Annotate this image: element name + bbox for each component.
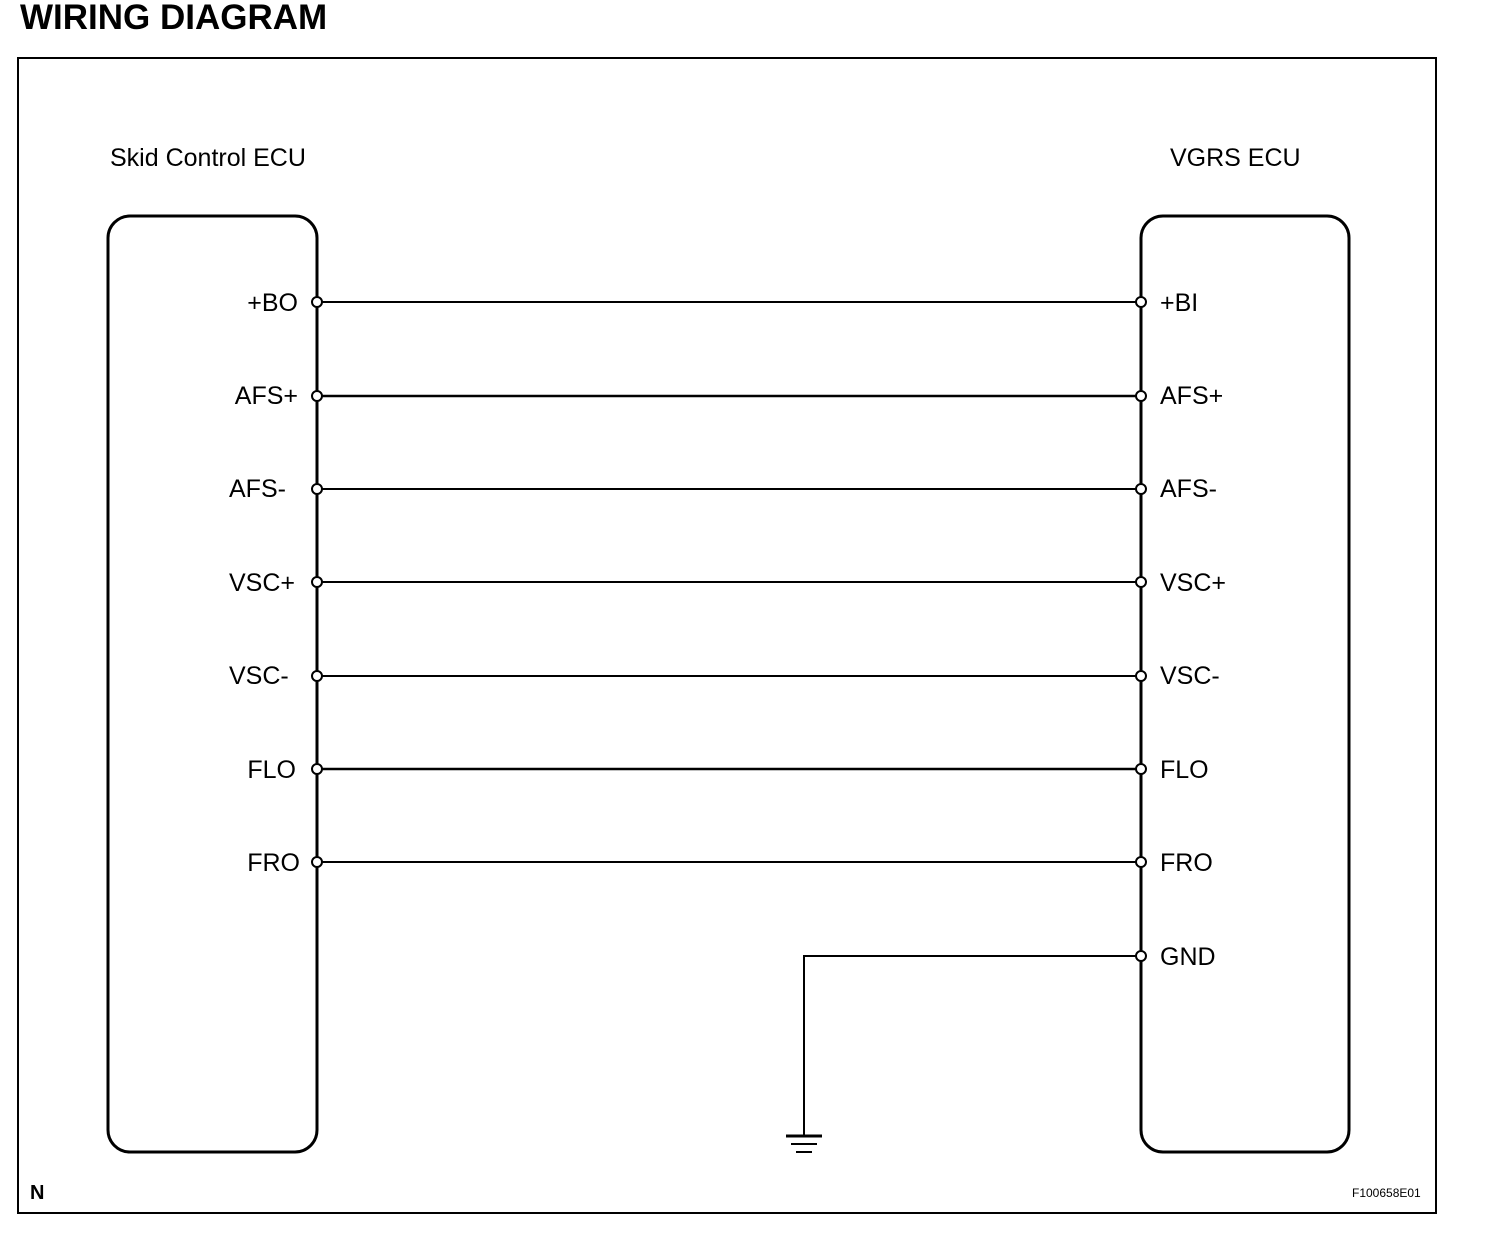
terminal-right-vsc-minus	[1136, 671, 1146, 681]
page-title: WIRING DIAGRAM	[20, 0, 328, 37]
terminal-left-vsc-minus	[312, 671, 322, 681]
ground-icon	[786, 1136, 822, 1152]
right-pin-label: VSC-	[1160, 662, 1220, 690]
left-pin-label: VSC-	[229, 662, 289, 690]
terminal-left-afs-plus	[312, 391, 322, 401]
right-pin-label: AFS-	[1160, 475, 1217, 503]
terminal-left-vsc-plus	[312, 577, 322, 587]
left-pin-label: AFS-	[229, 475, 286, 503]
left-pin-label: +BO	[247, 289, 298, 317]
terminal-right-flo	[1136, 764, 1146, 774]
left-pin-label: FLO	[247, 756, 296, 784]
terminal-right-afs-minus	[1136, 484, 1146, 494]
right-pin-label: VSC+	[1160, 569, 1227, 597]
terminal-right-gnd	[1136, 951, 1146, 961]
left-pin-label: FRO	[247, 849, 300, 877]
right-pin-label: AFS+	[1160, 382, 1224, 410]
right-pin-label: FRO	[1160, 849, 1213, 877]
wire-gnd	[804, 956, 1141, 1135]
figure-code: F100658E01	[1352, 1186, 1421, 1200]
left-pin-label: AFS+	[234, 382, 298, 410]
terminal-left-flo	[312, 764, 322, 774]
skid-control-ecu-label: Skid Control ECU	[110, 144, 306, 172]
vgrs-ecu-label: VGRS ECU	[1170, 144, 1301, 172]
terminal-right-afs-plus	[1136, 391, 1146, 401]
right-pin-label: FLO	[1160, 756, 1209, 784]
right-pin-label: +BI	[1160, 289, 1199, 317]
corner-mark: N	[30, 1182, 45, 1204]
right-pin-label: GND	[1160, 943, 1216, 971]
terminal-right-fro	[1136, 857, 1146, 867]
terminal-left-bo	[312, 297, 322, 307]
left-pin-label: VSC+	[229, 569, 296, 597]
terminal-right-bi	[1136, 297, 1146, 307]
terminal-right-vsc-plus	[1136, 577, 1146, 587]
terminal-left-fro	[312, 857, 322, 867]
wire-group	[317, 302, 1141, 1135]
terminal-left-afs-minus	[312, 484, 322, 494]
